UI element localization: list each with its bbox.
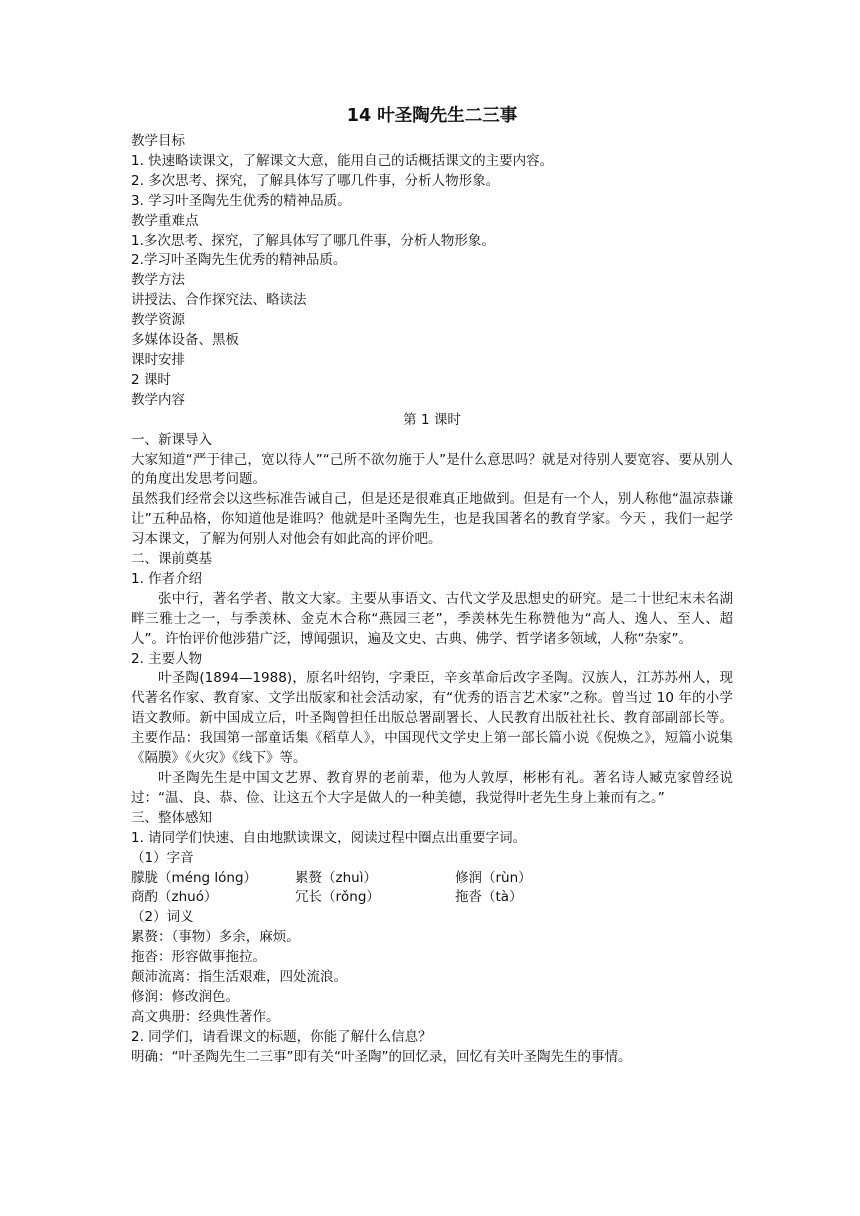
pronunciation-item: 累赘（zhuì） (295, 869, 377, 886)
pronunciation-item: 修润（rùn） (455, 869, 532, 886)
goal-item: 3. 学习叶圣陶先生优秀的精神品质。 (131, 192, 351, 209)
vocab-item: 高文典册：经典性著作。 (131, 1008, 280, 1025)
pronunciation-item: 朦胧（méng lóng） (131, 869, 258, 886)
question-1: 1. 请同学们快速、自由地默读课文，阅读过程中圈点出重要字词。 (131, 829, 527, 846)
basics-heading: 二、课前奠基 (131, 551, 212, 568)
vocab-heading: （2）词义 (131, 909, 194, 926)
methods-text: 讲授法、合作探究法、略读法 (131, 292, 307, 309)
answer-text: 明确：“叶圣陶先生二三事”即有关“叶圣陶”的回忆录，回忆有关叶圣陶先生的事情。 (131, 1048, 632, 1065)
pronunciation-row (131, 869, 733, 889)
author-paragraph: 张中行，著名学者、散文大家。主要从事语文、古代文学及思想史的研究。是二十世纪末未名湖畔三雅士之一，与季羡林、金克木合称“燕园三老”，季羡林先生称赞他为“高人、逸人、至人、超人”。许怡评价他涉猎广泛，博闻强识，遍及文史、古典、佛学、哲学诸多领域，人称“杂家”。 (131, 590, 733, 647)
overall-heading: 三、整体感知 (131, 809, 212, 826)
vocab-item: 拖沓：形容做事拖拉。 (131, 949, 266, 966)
key-point-item: 1.多次思考、探究，了解具体写了哪几件事，分析人物形象。 (131, 232, 495, 249)
document-title: 14 叶圣陶先生二三事 (346, 106, 518, 126)
author-heading: 1. 作者介绍 (131, 570, 203, 587)
key-point-item: 2.学习叶圣陶先生优秀的精神品质。 (131, 252, 347, 269)
vocab-item: 颠沛流离：指生活艰难，四处流浪。 (131, 969, 347, 986)
vocab-item: 累赘：（事物）多余，麻烦。 (131, 929, 300, 946)
pronunciation-row (131, 888, 733, 908)
person-paragraph: 叶圣陶先生是中国文艺界、教育界的老前辈，他为人敦厚，彬彬有礼。著名诗人臧克家曾经说过：“温、良、恭、俭、让这五个大字是做人的一种美德，我觉得叶老先生身上兼而有之。” (131, 770, 733, 806)
methods-heading: 教学方法 (131, 272, 185, 289)
resources-text: 多媒体设备、黑板 (131, 332, 239, 349)
schedule-text: 2 课时 (131, 371, 171, 388)
pronunciation-item: 商酌（zhuó） (131, 889, 218, 906)
pronunciation-item: 拖沓（tà） (455, 889, 523, 906)
lesson-heading: 第 1 课时 (403, 411, 461, 428)
intro-heading: 一、新课导入 (131, 431, 212, 448)
key-points-heading: 教学重难点 (131, 212, 199, 229)
pronunciation-heading: （1）字音 (131, 849, 194, 866)
resources-heading: 教学资源 (131, 312, 185, 329)
goals-heading: 教学目标 (131, 133, 185, 149)
person-paragraph: 叶圣陶(1894—1988)，原名叶绍钧，字秉臣，辛亥革命后改字圣陶。汉族人，江苏苏州人，现代著名作家、教育家、文学出版家和社会活动家，有“优秀的语言艺术家”之称。曾当过 10 年的小学语文教师。新中国成立后，叶圣陶曾担任出版总署副署长、人民教育出版社社长、教育部副部长等。主要作品：我国第一部童话集《稻草人》，中国现代文学史上第一部长篇小说《倪焕之》，短篇小说集《隔膜》《火灾》《线下》等。 (131, 670, 733, 767)
goal-item: 1. 快速略读课文，了解课文大意，能用自己的话概括课文的主要内容。 (131, 152, 554, 169)
person-heading: 2. 主要人物 (131, 650, 203, 667)
goal-item: 2. 多次思考、探究，了解具体写了哪几件事，分析人物形象。 (131, 172, 500, 189)
pronunciation-item: 冗长（rǒng） (295, 889, 380, 906)
content-heading: 教学内容 (131, 391, 185, 408)
vocab-item: 修润：修改润色。 (131, 988, 239, 1005)
schedule-heading: 课时安排 (131, 351, 185, 368)
intro-paragraph: 虽然我们经常会以这些标准告诫自己，但是还是很难真正地做到。但是有一个人，别人称他“温凉恭谦让”五种品格，你知道他是谁吗？他就是叶圣陶先生，也是我国著名的教育学家。今天 ，我们一起学习本课文，了解为何别人对他会有如此高的评价吧。 (131, 491, 733, 548)
intro-paragraph: 大家知道“严于律己，宽以待人”“己所不欲勿施于人”是什么意思吗？就是对待别人要宽容、要从别人的角度出发思考问题。 (131, 451, 733, 488)
document-content (131, 104, 733, 1068)
question-2: 2. 同学们，请看课文的标题，你能了解什么信息？ (131, 1028, 432, 1045)
